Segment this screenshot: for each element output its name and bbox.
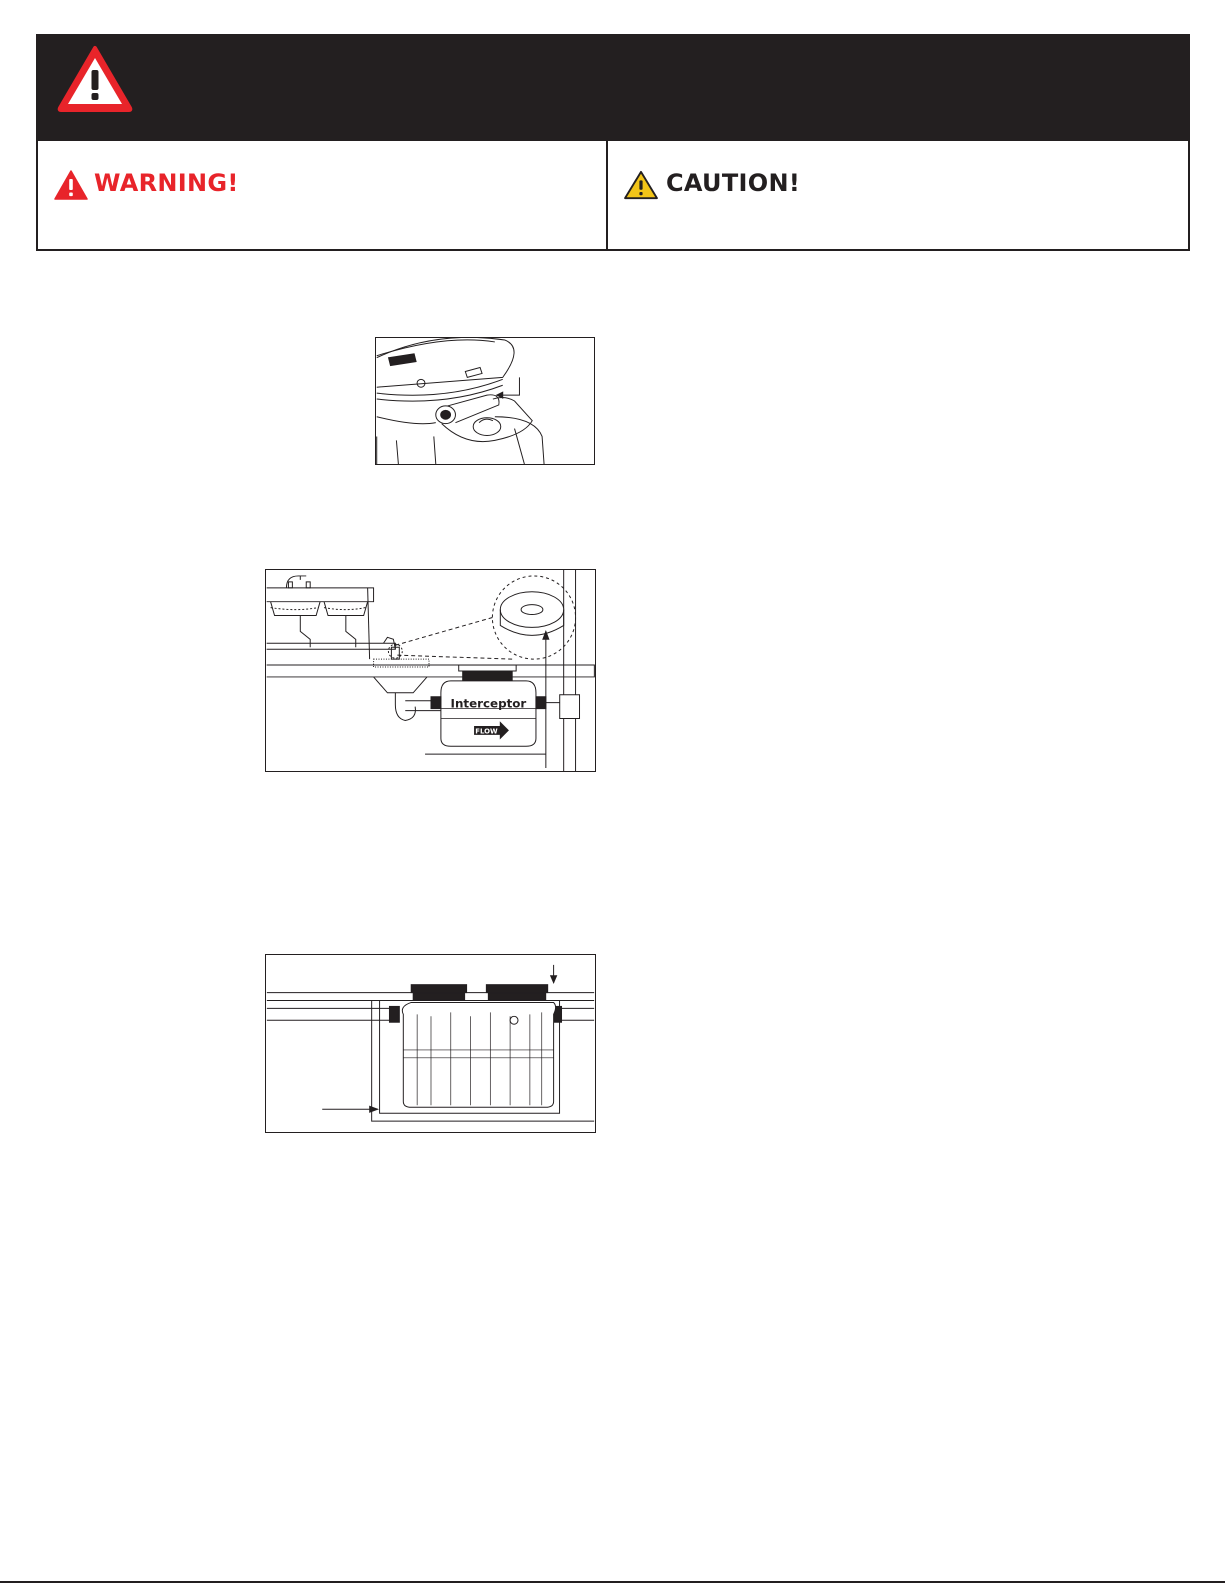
warning-notice xyxy=(38,141,608,249)
hazard-header-bar xyxy=(36,34,1190,141)
flow-label: FLOW xyxy=(475,727,498,736)
caution-triangle-icon xyxy=(622,170,660,200)
kitchen-interceptor-illustration xyxy=(265,569,596,772)
footer-rule xyxy=(0,1581,1225,1583)
caution-title: CAUTION! xyxy=(666,169,801,197)
lid-gasket-illustration xyxy=(375,337,595,465)
burial-cross-section-illustration xyxy=(265,954,596,1133)
interceptor-label: Interceptor xyxy=(450,696,527,711)
caution-notice xyxy=(608,141,1188,249)
notice-row xyxy=(36,141,1190,251)
warning-triangle-icon xyxy=(54,170,88,200)
warning-title: WARNING! xyxy=(94,169,239,197)
hazard-triangle-icon xyxy=(56,44,134,114)
